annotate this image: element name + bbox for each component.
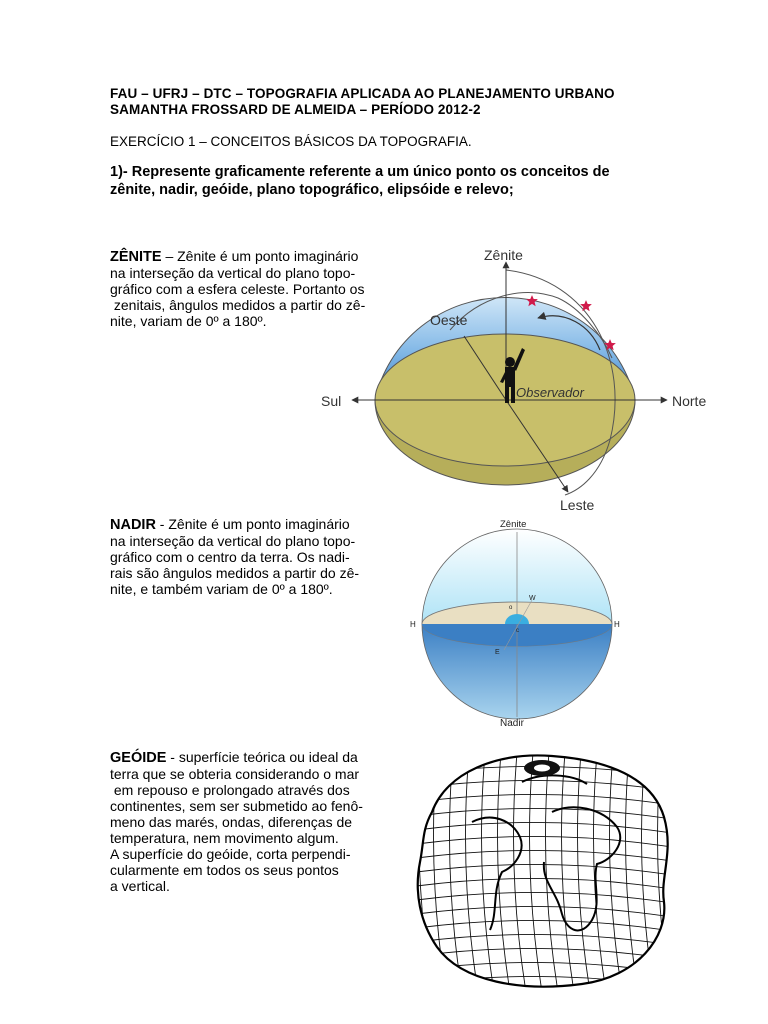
zenite-term: ZÊNITE [110,249,162,265]
geoide-line-5: meno das marés, ondas, diferenças de [110,814,353,830]
geoide-line-8: cularmente em todos os seus pontos [110,862,339,878]
nadir-line-2: na interseção da vertical do plano topo- [110,533,356,549]
label-observador: Observador [516,385,584,400]
header-line-2: SAMANTHA FROSSARD DE ALMEIDA – PERÍODO 2012-2 [110,102,481,117]
nadir-diagram [400,512,640,732]
geoide-line-6: temperatura, nem movimento algum. [110,830,339,846]
label-h-left: H [410,620,416,629]
label-h-right: H [614,620,620,629]
document-header [110,86,615,118]
zenite-diagram [310,240,720,520]
nadir-line-3: gráfico com o centro da terra. Os nadi- [110,549,350,565]
nadir-line-5: nite, e também variam de 0º a 180º. [110,581,333,597]
zenite-line-4: zenitais, ângulos medidos a partir do zê- [110,297,366,313]
label-o: o [509,605,513,611]
geoide-line-9: a vertical. [110,878,170,894]
question-1 [110,163,610,199]
zenite-line-1: – Zênite é um ponto imaginário [161,248,359,264]
exercise-title: EXERCÍCIO 1 – CONCEITOS BÁSICOS DA TOPOGRAFIA. [110,134,472,149]
label-norte: Norte [672,393,707,409]
label-oeste: Oeste [430,312,468,328]
nadir-section-text [110,516,359,597]
header-line-1: FAU – UFRJ – DTC – TOPOGRAFIA APLICADA AO PLANEJAMENTO URBANO [110,86,615,101]
label-w: W [529,595,536,602]
star-icon [580,300,592,311]
label-sul: Sul [321,393,342,409]
nadir-term: NADIR [110,517,156,533]
nadir-line-1: - Zênite é um ponto imaginário [155,516,350,532]
label-nadir: Nadir [500,718,524,729]
label-c: c [516,628,519,634]
geoide-term: GEÓIDE [110,750,167,766]
zenite-line-5: nite, variam de 0º a 180º. [110,313,267,329]
geoide-line-2: terra que se obteria considerando o mar [110,766,360,782]
label-zenite-nadir: Zênite [500,519,527,530]
geoide-line-1: - superfície teórica ou ideal da [166,749,358,765]
geoide-line-3: em repouso e prolongado através dos [110,782,350,798]
nadir-line-4: rais são ângulos medidos a partir do zê- [110,565,360,581]
geoide-line-4: continentes, sem ser submetido ao fenô- [110,798,363,814]
question-line-2: zênite, nadir, geóide, plano topográfico, elipsóide e relevo; [110,182,514,198]
geoide-diagram [402,742,678,992]
zenite-line-2: na interseção da vertical do plano topo- [110,265,356,281]
zenite-line-3: gráfico com a esfera celeste. Portanto os [110,281,365,297]
label-leste: Leste [560,497,595,513]
label-zenite: Zênite [484,247,523,263]
geoide-line-7: A superfície do geóide, corta perpendi- [110,846,351,862]
geoide-section-text [110,749,363,894]
question-line-1: 1)- Represente graficamente referente a um único ponto os conceitos de [110,164,610,180]
label-e: E [495,649,500,656]
